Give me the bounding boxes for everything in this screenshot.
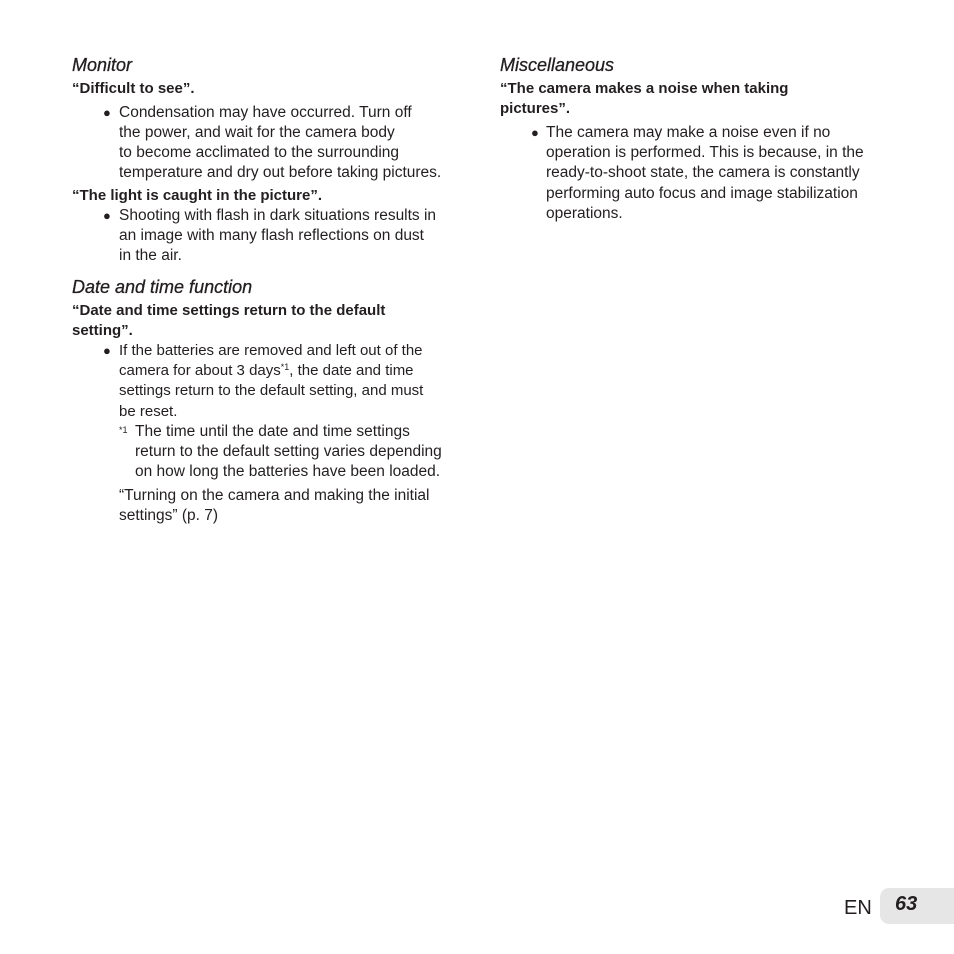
section-title-miscellaneous: Miscellaneous bbox=[500, 55, 615, 75]
question-line: “The camera makes a noise when taking bbox=[500, 80, 789, 97]
answer-line: to become acclimated to the surrounding bbox=[119, 144, 400, 161]
question-line: “Date and time settings return to the default bbox=[72, 302, 386, 319]
reference-line: “Turning on the camera and making the initial bbox=[119, 487, 430, 504]
bullet-icon: ● bbox=[531, 125, 539, 140]
answer-line: ready-to-shoot state, the camera is constantly bbox=[546, 164, 860, 181]
bullet-icon: ● bbox=[103, 208, 111, 223]
section-title-monitor: Monitor bbox=[72, 55, 133, 75]
answer-line: be reset. bbox=[119, 403, 178, 420]
answer-line: the power, and wait for the camera body bbox=[119, 124, 395, 141]
language-label: EN bbox=[844, 897, 872, 919]
footnote-reference: *1 bbox=[280, 362, 290, 372]
answer-line: an image with many flash reflections on dust bbox=[119, 227, 424, 244]
question-light-caught: “The light is caught in the picture”. bbox=[72, 187, 323, 204]
question-difficult-to-see: “Difficult to see”. bbox=[72, 80, 195, 97]
answer-line: The camera may make a noise even if no bbox=[546, 124, 831, 141]
page-number: 63 bbox=[895, 893, 918, 915]
question-line: setting”. bbox=[72, 322, 133, 339]
answer-line: temperature and dry out before taking pictures. bbox=[119, 164, 442, 181]
bullet-icon: ● bbox=[103, 105, 111, 120]
answer-line: operation is performed. This is because, in the bbox=[546, 144, 864, 161]
bullet-icon: ● bbox=[103, 343, 111, 358]
answer-line: Shooting with flash in dark situations results in bbox=[119, 207, 437, 224]
answer-line: Condensation may have occurred. Turn off bbox=[119, 104, 412, 121]
reference-line: settings” (p. 7) bbox=[119, 507, 219, 524]
question-line: pictures”. bbox=[500, 100, 571, 117]
answer-text: , the date and time bbox=[289, 362, 414, 379]
footnote-line: return to the default setting varies depending bbox=[135, 443, 442, 460]
section-title-date-time: Date and time function bbox=[72, 277, 253, 297]
answer-line: performing auto focus and image stabilization bbox=[546, 185, 858, 202]
footnote-mark: *1 bbox=[119, 425, 128, 435]
answer-line: settings return to the default setting, and must bbox=[119, 382, 424, 399]
answer-line: operations. bbox=[546, 205, 623, 222]
answer-line: If the batteries are removed and left out of the bbox=[119, 342, 423, 359]
footnote-line: on how long the batteries have been loaded. bbox=[135, 463, 441, 480]
footnote-line: The time until the date and time settings bbox=[135, 423, 410, 440]
answer-line bbox=[119, 361, 414, 381]
answer-line: in the air. bbox=[119, 247, 182, 264]
answer-text: camera for about 3 days bbox=[119, 362, 281, 379]
